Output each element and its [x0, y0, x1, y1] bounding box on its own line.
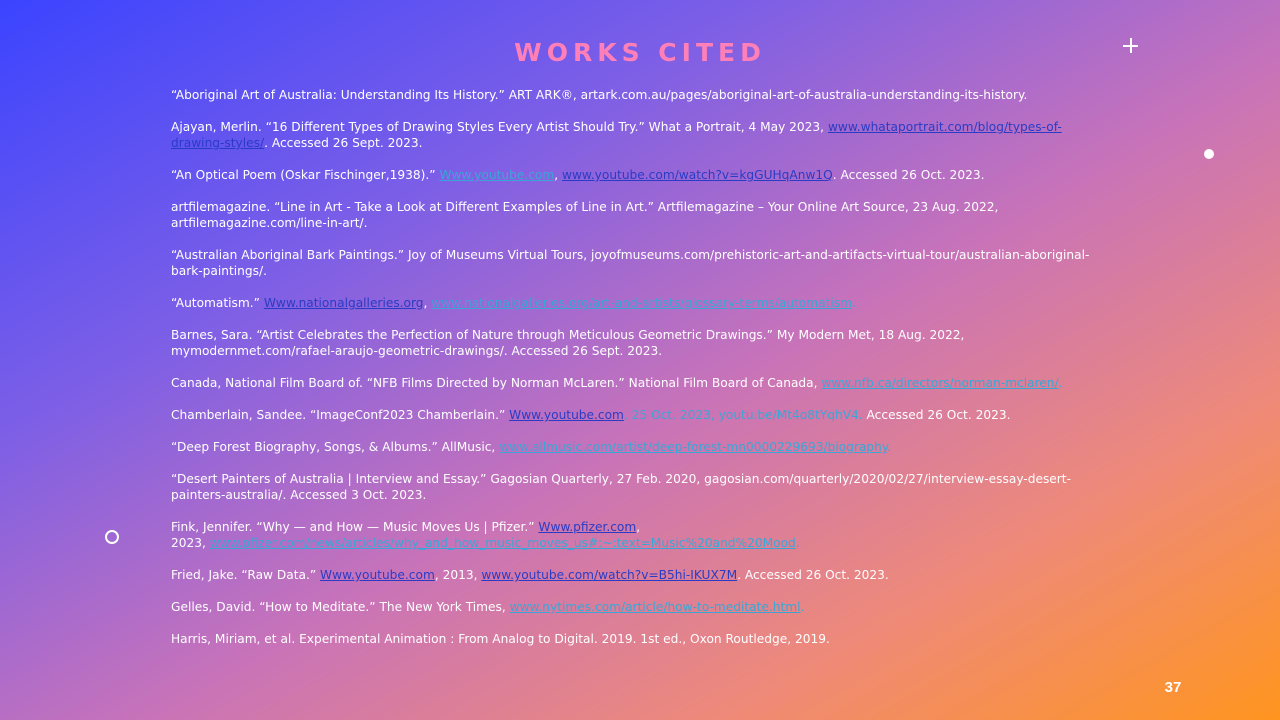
- plus-icon: [1121, 36, 1141, 56]
- citation-link[interactable]: www.nationalgalleries.org/art-and-artists/glossary-terms/automatism: [431, 296, 852, 310]
- citation-text: “Desert Painters of Australia | Interview and Essay.” Gagosian Quarterly, 27 Feb. 2020, gagosian.com/quarterly/2020/02/27/interview-essay-desert-painters-australia/. Accessed 3 Oct. 2023.: [171, 472, 1071, 502]
- citation-text: Fried, Jake. “Raw Data.”: [171, 568, 321, 582]
- citation-link[interactable]: Www.youtube.com: [439, 168, 555, 182]
- citation-10: [171, 439, 1096, 455]
- citation-link[interactable]: Www.youtube.com: [320, 568, 435, 582]
- citation-1: [171, 87, 1096, 103]
- citation-text: “An Optical Poem (Oskar Fischinger,1938).”: [171, 168, 440, 182]
- citation-2: [171, 119, 1096, 151]
- citation-text: , 2013,: [434, 568, 482, 582]
- citation-text: .: [887, 440, 892, 454]
- citation-13: [171, 567, 1096, 583]
- ring-icon: [105, 530, 119, 544]
- page-number: 37: [1164, 679, 1182, 696]
- citation-link[interactable]: Www.nationalgalleries.org: [263, 296, 424, 310]
- citation-12: [171, 519, 1096, 551]
- citation-text: .: [795, 536, 800, 550]
- citation-link[interactable]: www.nfb.ca/directors/norman-mclaren/: [821, 376, 1059, 390]
- citation-text: . Accessed 26 Oct. 2023.: [832, 168, 985, 182]
- citation-text: Barnes, Sara. “Artist Celebrates the Perfection of Nature through Meticulous Geometric Drawings.” My Modern Met, 18 Aug. 2022, mymodernmet.com/rafael-araujo-geometric-drawings/. Accessed 26 Sept. 2023.: [171, 328, 965, 358]
- citation-8: [171, 375, 1096, 391]
- citation-text: Canada, National Film Board of. “NFB Films Directed by Norman McLaren.” National Film Board of Canada,: [171, 376, 822, 390]
- citation-text: “Automatism.”: [171, 296, 264, 310]
- citation-text: artfilemagazine. “Line in Art - Take a Look at Different Examples of Line in Art.” Artfilemagazine – Your Online Art Source, 23 Aug. 2022, artfilemagazine.com/line-in-art/.: [171, 200, 999, 230]
- citation-separator: ,: [423, 296, 432, 310]
- citation-text: Chamberlain, Sandee. “ImageConf2023 Chamberlain.”: [171, 408, 510, 422]
- citation-text: Ajayan, Merlin. “16 Different Types of Drawing Styles Every Artist Should Try.” What a Portrait, 4 May 2023,: [171, 120, 828, 134]
- citation-link[interactable]: www.pfizer.com/news/articles/why_and_how_music_moves_us#:~:text=Music%20and%20Mood: [209, 536, 796, 550]
- citation-text: ,: [636, 520, 641, 534]
- citation-text: Gelles, David. “How to Meditate.” The New York Times,: [171, 600, 510, 614]
- citation-11: [171, 471, 1096, 503]
- citation-text: 2023,: [171, 536, 210, 550]
- citation-text: .: [800, 600, 805, 614]
- citation-9: [171, 407, 1096, 423]
- citation-3: [171, 167, 1096, 183]
- citation-separator: ,: [554, 168, 562, 182]
- citation-6: [171, 295, 1096, 311]
- citation-text: .: [1058, 376, 1063, 390]
- citation-link[interactable]: www.allmusic.com/artist/deep-forest-mn0000229693/biography: [499, 440, 888, 454]
- dot-icon: [1204, 149, 1214, 159]
- citation-text: Accessed 26 Oct. 2023.: [862, 408, 1011, 422]
- citation-link[interactable]: www.youtube.com/watch?v=kgGUHqAnw1Q: [562, 168, 833, 182]
- citation-link[interactable]: Www.pfizer.com: [538, 520, 637, 534]
- citation-text: Harris, Miriam, et al. Experimental Animation : From Analog to Digital. 2019. 1st ed., Oxon Routledge, 2019.: [171, 632, 830, 646]
- citation-text: . Accessed 26 Oct. 2023.: [737, 568, 889, 582]
- citation-text: Fink, Jennifer. “Why — and How — Music Moves Us | Pfizer.”: [171, 520, 539, 534]
- citation-link[interactable]: www.whataportrait.com/blog/types-of-drawing-styles/: [171, 120, 1062, 150]
- citation-text: .: [851, 296, 856, 310]
- works-cited-list: [171, 87, 1096, 663]
- citation-text: , 25 Oct. 2023, youtu.be/Mt4o8tYqhV4.: [623, 408, 863, 422]
- citation-7: [171, 327, 1096, 359]
- citation-text: “Deep Forest Biography, Songs, & Albums.” AllMusic,: [171, 440, 500, 454]
- citation-15: [171, 631, 1096, 647]
- citation-14: [171, 599, 1096, 615]
- citation-text: “Australian Aboriginal Bark Paintings.” Joy of Museums Virtual Tours, joyofmuseums.com/prehistoric-art-and-artifacts-virtual-tour/australian-aboriginal-bark-paintings/.: [171, 248, 1090, 278]
- citation-text: . Accessed 26 Sept. 2023.: [264, 136, 423, 150]
- page-title: WORKS CITED: [514, 38, 766, 67]
- citation-5: [171, 247, 1096, 279]
- citation-link[interactable]: Www.youtube.com: [509, 408, 624, 422]
- citation-link[interactable]: www.youtube.com/watch?v=B5hi-IKUX7M: [481, 568, 738, 582]
- citation-link[interactable]: www.nytimes.com/article/how-to-meditate.html: [509, 600, 801, 614]
- citation-text: “Aboriginal Art of Australia: Understanding Its History.” ART ARK®, artark.com.au/pages/aboriginal-art-of-australia-understanding-its-history.: [171, 88, 1028, 102]
- citation-4: [171, 199, 1096, 231]
